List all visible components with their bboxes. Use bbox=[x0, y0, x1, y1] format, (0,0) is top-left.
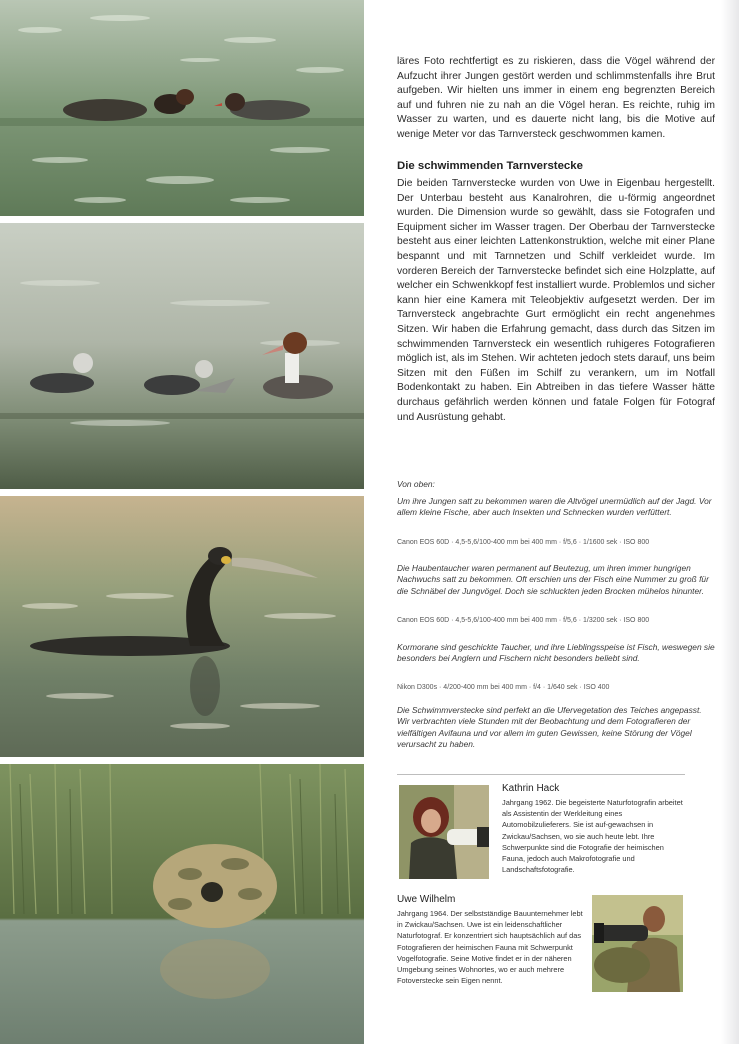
intro-paragraph: läres Foto rechtfertigt es zu riskieren, dass die Vögel während der Aufzucht ihrer Jungen gestört werden und schlimmstenfalls ihre Brut aufgeben. Wir hielten uns immer in einem eng begrenzten Bereich auf und fuhren nie zu nah an die Vögel heran. Es reichte, ruhig im Wasser zu warten, und es dauerte nicht lang, bis die Motive auf wenige Meter vor das Tarnversteck geschwommen kamen. bbox=[397, 56, 715, 140]
page-edge-shadow bbox=[721, 0, 739, 1044]
section-paragraph: Die beiden Tarnverstecke wurden von Uwe in Eigenbau hergestellt. Der Unterbau besteht aus Kanalrohren, die u-förmig angeordnet wurden. Die Dimension wurde so gewählt, dass sie Fotografen und Equipment sicher im Wasser tragen. Der Oberbau der Tarnverstecke besteht aus einer leichten Lattenkonstruktion, welche mit einer Plane bespannt und mit Tarnnetzen und Schilf verkleidet wurde. Im vorderen Bereich der Tarnverstecke befindet sich eine Holzplatte, auf welcher ein Schwenkkopf fest installiert wurde. Problemlos und sicher kann hier eine Kamera mit Teleobjektiv aufgesetzt werden. Der im Tarnversteck angebrachte Gurt ermöglicht ein recht angenehmes Sitzen. Wir haben die Erfahrung gemacht, dass durch das Sitzen im schwimmenden Tarnversteck ein wesentlich ruhigeres Fotografieren möglich ist, als im Stehen. Wir achteten jedoch stets darauf, uns beim Sitzen mit den Füßen im Schilf zu verankern, um im Notfall Bodenkontakt zu haben. Ein Abtreiben in das tiefere Wasser hätte durchaus gefährlich werden können und fatale Folgen für Fotograf und Ausrüstung gehabt. bbox=[397, 178, 715, 423]
caption-1: Um ihre Jungen satt zu bekommen waren die Altvögel unermüdlich auf der Jagd. Vor allem kleine Fische, aber auch Insekten und Schnecken wurden verfüttert. bbox=[397, 496, 712, 518]
author-name-2: Uwe Wilhelm bbox=[397, 894, 456, 905]
camera-spec-3: Nikon D300s · 4/200-400 mm bei 400 mm · f/4 · 1/640 sek · ISO 400 bbox=[397, 684, 610, 691]
author-photo-uwe-wilhelm bbox=[592, 895, 683, 992]
caption-4: Die Schwimmverstecke sind perfekt an die Ufervegetation des Teiches angepasst. Wir verbrachten viele Stunden mit der Beobachtung und dem Fotografieren der vielfältigen Avifauna und vor allem im guten Gewissen, keine Störung der Vögel verursacht zu haben. bbox=[397, 705, 702, 750]
camera-spec-2: Canon EOS 60D · 4,5-5,6/100-400 mm bei 400 mm · f/5,6 · 1/3200 sek · ISO 800 bbox=[397, 617, 650, 624]
photo-floating-hide bbox=[0, 764, 364, 1044]
author-bio-1: Jahrgang 1962. Die begeisterte Naturfotografin arbeitet als Assistentin der Werkleitung eines Automobilzulieferers. Sie ist auf-gewachsen in Zwickau/Sachsen, wo sie auch heute lebt. Ihre Schwerpunkte sind die Fotografie der heimischen Fauna, jedoch auch Makrofotografie und Landschaftsfotografie. bbox=[502, 798, 683, 875]
caption-2: Die Haubentaucher waren permanent auf Beutezug, um ihren immer hungrigen Nachwuchs satt zu bekommen. Oft erschien uns der Fisch eine Nummer zu groß für die Schnäbel der Jungvögel. Doch sie schluckten jeden Brocken mühelos hinunter. bbox=[397, 563, 709, 596]
camera-spec-1: Canon EOS 60D · 4,5-5,6/100-400 mm bei 400 mm · f/5,6 · 1/1600 sek · ISO 800 bbox=[397, 539, 650, 546]
divider bbox=[397, 774, 685, 775]
caption-intro: Von oben: bbox=[397, 479, 435, 489]
author-name-1: Kathrin Hack bbox=[502, 783, 560, 794]
photo-grebes-feeding bbox=[0, 0, 364, 216]
photo-crested-grebe-chicks bbox=[0, 223, 364, 489]
section-heading: Die schwimmenden Tarnverstecke bbox=[397, 160, 583, 172]
caption-3: Kormorane sind geschickte Taucher, und ihre Lieblingsspeise ist Fisch, weswegen sie besonders bei Anglern und Fischern nicht besonders beliebt sind. bbox=[397, 642, 715, 664]
author-photo-kathrin-hack bbox=[399, 785, 489, 879]
author-bio-2: Jahrgang 1964. Der selbstständige Bauunternehmer lebt in Zwickau/Sachsen. Uwe ist ein leidenschaftlicher Naturfotograf. Er konzentriert sich hauptsächlich auf das Fotografieren der heimischen Fauna mit Schwerpunkt Vogelfotografie. Seine Motive findet er in der näheren Umgebung seines Wohnortes, wo er auch mehrere Fotoverstecke sein Eigen nennt. bbox=[397, 909, 583, 986]
photo-cormorant-fish bbox=[0, 496, 364, 757]
